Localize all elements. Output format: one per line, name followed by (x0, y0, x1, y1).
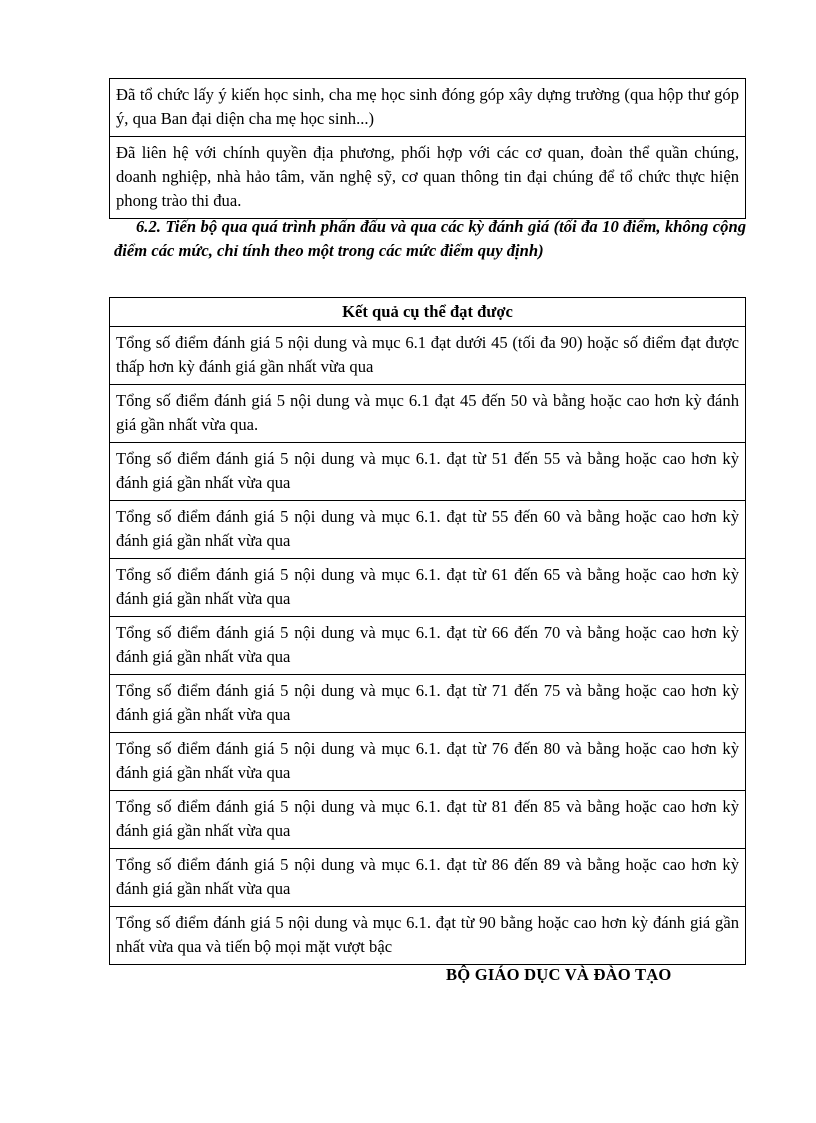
table-row (110, 327, 746, 385)
section-heading: 6.2. Tiến bộ qua quá trình phấn đấu và qua các kỳ đánh giá (tối đa 10 điểm, không cộng điểm các mức, chỉ tính theo một trong các mức điểm quy định) (114, 217, 746, 260)
table-cell: Tổng số điểm đánh giá 5 nội dung và mục 6.1. đạt từ 76 đến 80 và bằng hoặc cao hơn kỳ đánh giá gần nhất vừa qua (110, 733, 746, 791)
table-cell: Đã tổ chức lấy ý kiến học sinh, cha mẹ học sinh đóng góp xây dựng trường (qua hộp thư góp ý, qua Ban đại diện cha mẹ học sinh...) (110, 79, 746, 137)
table-cell: Tổng số điểm đánh giá 5 nội dung và mục 6.1. đạt từ 81 đến 85 và bằng hoặc cao hơn kỳ đánh giá gần nhất vừa qua (110, 791, 746, 849)
table-row (110, 385, 746, 443)
table-row (110, 849, 746, 907)
table-cell: Đã liên hệ với chính quyền địa phương, phối hợp với các cơ quan, đoàn thể quần chúng, doanh nghiệp, nhà hảo tâm, văn nghệ sỹ, cơ quan thông tin đại chúng để tổ chức thực hiện phong trào thi đua. (110, 137, 746, 219)
table-row (110, 137, 746, 219)
table-cell: Tổng số điểm đánh giá 5 nội dung và mục 6.1 đạt dưới 45 (tối đa 90) hoặc số điểm đạt được thấp hơn kỳ đánh giá gần nhất vừa qua (110, 327, 746, 385)
top-table (109, 78, 746, 219)
table-header: Kết quả cụ thể đạt được (110, 298, 746, 327)
table-row (110, 443, 746, 501)
table-cell: Tổng số điểm đánh giá 5 nội dung và mục 6.1. đạt từ 51 đến 55 và bằng hoặc cao hơn kỳ đánh giá gần nhất vừa qua (110, 443, 746, 501)
table-row (110, 675, 746, 733)
table-row (110, 791, 746, 849)
table-cell: Tổng số điểm đánh giá 5 nội dung và mục 6.1. đạt từ 90 bằng hoặc cao hơn kỳ đánh giá gần nhất vừa qua và tiến bộ mọi mặt vượt bậc (110, 907, 746, 965)
table-cell: Tổng số điểm đánh giá 5 nội dung và mục 6.1. đạt từ 61 đến 65 và bằng hoặc cao hơn kỳ đánh giá gần nhất vừa qua (110, 559, 746, 617)
table-cell: Tổng số điểm đánh giá 5 nội dung và mục 6.1. đạt từ 71 đến 75 và bằng hoặc cao hơn kỳ đánh giá gần nhất vừa qua (110, 675, 746, 733)
table-row (110, 501, 746, 559)
table-row (110, 733, 746, 791)
table-cell: Tổng số điểm đánh giá 5 nội dung và mục 6.1. đạt từ 66 đến 70 và bằng hoặc cao hơn kỳ đánh giá gần nhất vừa qua (110, 617, 746, 675)
ministry-name: BỘ GIÁO DỤC VÀ ĐÀO TẠO (446, 965, 672, 984)
results-table (109, 297, 746, 965)
table-row (110, 617, 746, 675)
table-cell: Tổng số điểm đánh giá 5 nội dung và mục 6.1. đạt từ 55 đến 60 và bằng hoặc cao hơn kỳ đánh giá gần nhất vừa qua (110, 501, 746, 559)
table-cell: Tổng số điểm đánh giá 5 nội dung và mục 6.1 đạt 45 đến 50 và bằng hoặc cao hơn kỳ đánh giá gần nhất vừa qua. (110, 385, 746, 443)
table-row (110, 79, 746, 137)
table-cell: Tổng số điểm đánh giá 5 nội dung và mục 6.1. đạt từ 86 đến 89 và bằng hoặc cao hơn kỳ đánh giá gần nhất vừa qua (110, 849, 746, 907)
table-header-row (110, 298, 746, 327)
table-row (110, 907, 746, 965)
table-row (110, 559, 746, 617)
